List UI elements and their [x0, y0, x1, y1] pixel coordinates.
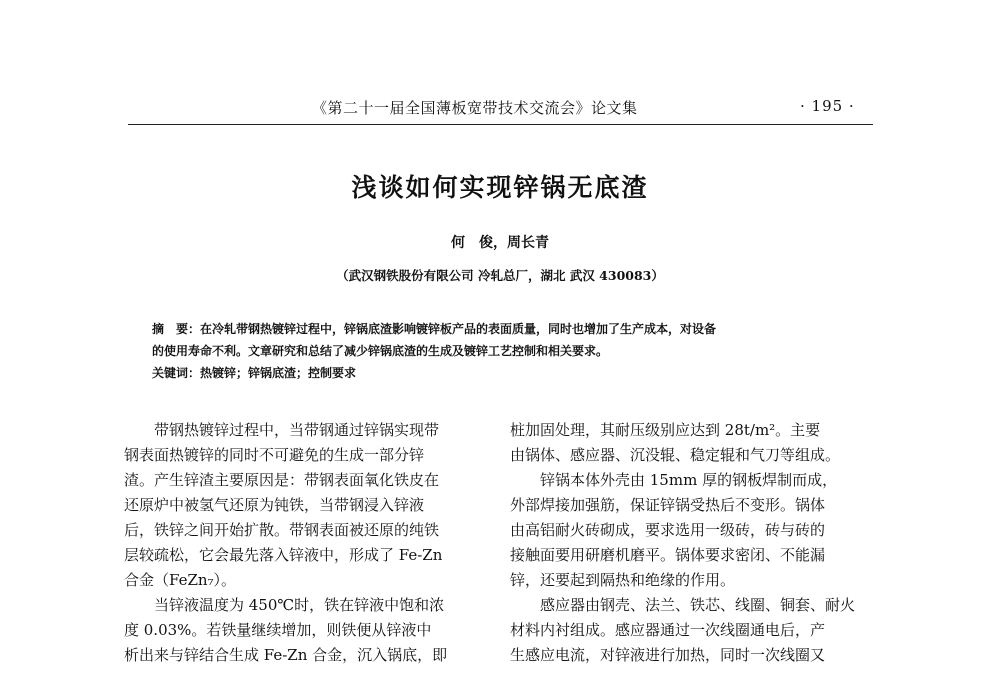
right-line-6: 接触面要用研磨机磨平。锅体要求密闭、不能漏	[510, 546, 826, 564]
left-line-5: 后，铁锌之间开始扩散。带钢表面被还原的纯铁	[124, 521, 440, 539]
right-line-1: 桩加固处理，其耐压级别应达到 28t/m²。主要	[510, 421, 821, 439]
article-title: 浅谈如何实现锌锅无底渣	[351, 173, 649, 202]
right-column	[510, 418, 872, 668]
right-line-5: 由高铝耐火砖砌成，要求选用一级砖，砖与砖的	[510, 521, 826, 539]
left-line-2: 钢表面热镀锌的同时不可避免的生成一部分锌	[124, 446, 425, 464]
keywords-label: 关键词：	[152, 366, 201, 380]
abstract-label: 摘 要：	[152, 322, 201, 336]
page-number: · 195 ·	[800, 97, 855, 115]
left-column	[124, 418, 486, 668]
affiliation: （武汉钢铁股份有限公司 冷轧总厂，湖北 武汉 430083）	[336, 268, 664, 283]
right-line-9: 材料内衬组成。感应器通过一次线圈通电后，产	[510, 621, 826, 639]
left-line-7: 合金（FeZn₇）。	[124, 571, 237, 589]
abstract-text-1: 在冷轧带钢热镀锌过程中，锌锅底渣影响镀锌板产品的表面质量，同时也增加了生产成本，对设备	[200, 322, 717, 336]
left-line-9: 度 0.03%。若铁量继续增加，则铁便从锌液中	[124, 621, 432, 639]
abstract-line-1	[152, 318, 852, 340]
abstract	[152, 318, 852, 384]
abstract-text-2: 的使用寿命不利。文章研究和总结了减少锌锅底渣的生成及镀锌工艺控制和相关要求。	[152, 344, 609, 358]
left-line-10: 析出来与锌结合生成 Fe-Zn 合金，沉入锅底，即	[124, 646, 448, 664]
right-line-3: 锌锅本体外壳由 15mm 厚的钢板焊制而成，	[510, 471, 838, 489]
left-line-6: 层较疏松，它会最先落入锌液中，形成了 Fe-Zn	[124, 546, 443, 564]
authors: 何 俊，周长青	[451, 235, 549, 251]
running-header: 《第二十一届全国薄板宽带技术交流会》论文集	[312, 99, 638, 117]
right-line-7: 锌，还要起到隔热和绝缘的作用。	[510, 571, 736, 589]
right-line-10: 生感应电流，对锌液进行加热，同时一次线圈又	[510, 646, 826, 664]
left-line-1: 带钢热镀锌过程中，当带钢通过锌锅实现带	[124, 421, 440, 439]
right-line-2: 由锅体、感应器、沉没辊、稳定辊和气刀等组成。	[510, 446, 841, 464]
left-line-3: 渣。产生锌渣主要原因是：带钢表面氧化铁皮在	[124, 471, 440, 489]
keywords-line	[152, 362, 852, 384]
left-line-4: 还原炉中被氢气还原为钝铁，当带钢浸入锌液	[124, 496, 425, 514]
left-line-8: 当锌液温度为 450℃时，铁在锌液中饱和浓	[124, 596, 445, 614]
right-line-8: 感应器由钢壳、法兰、铁芯、线圈、铜套、耐火	[510, 596, 856, 614]
right-line-4: 外部焊接加强筋，保证锌锅受热后不变形。锅体	[510, 496, 826, 514]
keywords-text: 热镀锌；锌锅底渣；控制要求	[200, 366, 357, 380]
header-rule	[128, 124, 873, 125]
abstract-line-2	[152, 340, 852, 362]
